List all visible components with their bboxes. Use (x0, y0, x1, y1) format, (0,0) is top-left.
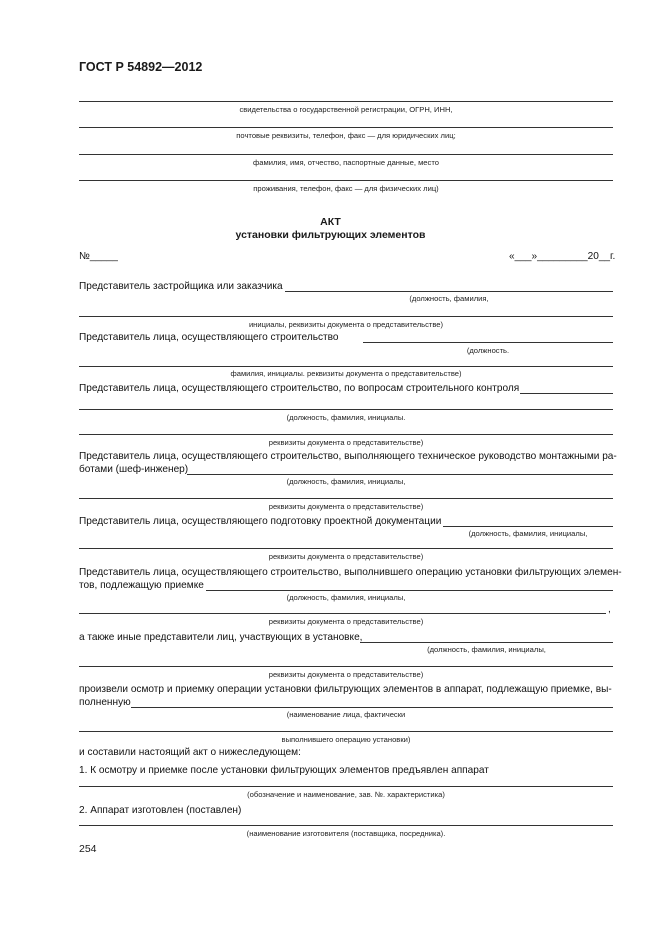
fill-line (79, 434, 613, 435)
page-number: 254 (79, 843, 97, 855)
caption: (должность, фамилия, инициалы, (286, 593, 406, 602)
caption: почтовые реквизиты, телефон, факс — для юридических лиц; (236, 131, 456, 140)
caption: (должность, фамилия, (409, 294, 489, 303)
caption: проживания, телефон, факс — для физических лиц) (253, 184, 439, 193)
fill-line (79, 101, 613, 102)
chief-engineer-rep-line2: ботами (шеф-инженер) (79, 464, 189, 475)
item-1: 1. К осмотру и приемке после установки фильтрующих элементов предъявлен аппарат (79, 765, 489, 776)
fill-line (443, 526, 613, 527)
caption: (должность, фамилия, инициалы, (468, 529, 588, 538)
fill-line (285, 291, 613, 292)
fill-line (360, 642, 613, 643)
caption: (обозначение и наименование, зав. №. характеристика) (247, 790, 445, 799)
caption: фамилия, инициалы. реквизиты документа о представительстве) (230, 369, 462, 378)
fill-line (206, 590, 613, 591)
fill-line (187, 474, 613, 475)
caption: (наименование лица, фактически (286, 710, 406, 719)
fill-line (79, 409, 613, 410)
installer-rep-line2: тов, подлежащую приемке (79, 580, 204, 591)
others-rep-label: а также иные представители лиц, участвующих в установке, (79, 632, 363, 643)
fill-line (79, 613, 606, 614)
fill-line (79, 180, 613, 181)
fill-line (131, 707, 613, 708)
fill-line (79, 366, 613, 367)
act-subtitle: установки фильтрующих элементов (235, 229, 426, 241)
fill-line (79, 498, 613, 499)
caption: реквизиты документа о представительстве) (268, 617, 424, 626)
fill-line (79, 548, 613, 549)
caption: инициалы, реквизиты документа о представительстве) (248, 320, 444, 329)
caption: реквизиты документа о представительстве) (268, 502, 424, 511)
caption: (наименование изготовителя (поставщика, посредника). (246, 829, 446, 838)
fill-line (79, 731, 613, 732)
inspection-line1: произвели осмотр и приемку операции установки фильтрующих элементов в аппарат, подлежащую приемке, вы- (79, 684, 612, 695)
act-number: №_____ (79, 251, 118, 262)
fill-line (363, 342, 613, 343)
caption: (должность, фамилия, инициалы, (286, 477, 406, 486)
compiled-text: и составили настоящий акт о нижеследующем: (79, 747, 301, 758)
caption: выполнившего операцию установки) (281, 735, 411, 744)
installer-rep-line1: Представитель лица, осуществляющего строительство, выполнившего операцию установки фильтрующих элемен- (79, 567, 622, 578)
fill-line (79, 316, 613, 317)
caption: реквизиты документа о представительстве) (268, 670, 424, 679)
control-rep-label: Представитель лица, осуществляющего строительство, по вопросам строительного контроля (79, 383, 520, 394)
fill-line (520, 393, 613, 394)
design-rep-label: Представитель лица, осуществляющего подготовку проектной документации (79, 516, 442, 527)
comma-mark: , (608, 604, 611, 615)
inspection-line2: полненную (79, 697, 131, 708)
act-date: «___»_________20__г. (509, 251, 616, 262)
fill-line (79, 154, 613, 155)
fill-line (79, 127, 613, 128)
caption: фамилия, имя, отчество, паспортные данные, место (253, 158, 439, 167)
caption: (должность, фамилия, инициалы, (427, 645, 546, 654)
caption: реквизиты документа о представительстве) (268, 552, 424, 561)
chief-engineer-rep-line1: Представитель лица, осуществляющего строительство, выполняющего техническое руководство монтажными ра- (79, 451, 617, 462)
standard-header: ГОСТ Р 54892—2012 (79, 60, 203, 74)
caption: свидетельства о государственной регистрации, ОГРН, ИНН, (239, 105, 453, 114)
fill-line (79, 666, 613, 667)
caption: реквизиты документа о представительстве) (268, 438, 424, 447)
act-title: АКТ (320, 216, 341, 228)
caption: (должность, фамилия, инициалы. (286, 413, 406, 422)
caption: (должность. (466, 346, 510, 355)
builder-rep-label: Представитель лица, осуществляющего строительство (79, 332, 339, 343)
fill-line (79, 786, 613, 787)
developer-rep-label: Представитель застройщика или заказчика (79, 281, 283, 292)
fill-line (79, 825, 613, 826)
item-2: 2. Аппарат изготовлен (поставлен) (79, 805, 242, 816)
